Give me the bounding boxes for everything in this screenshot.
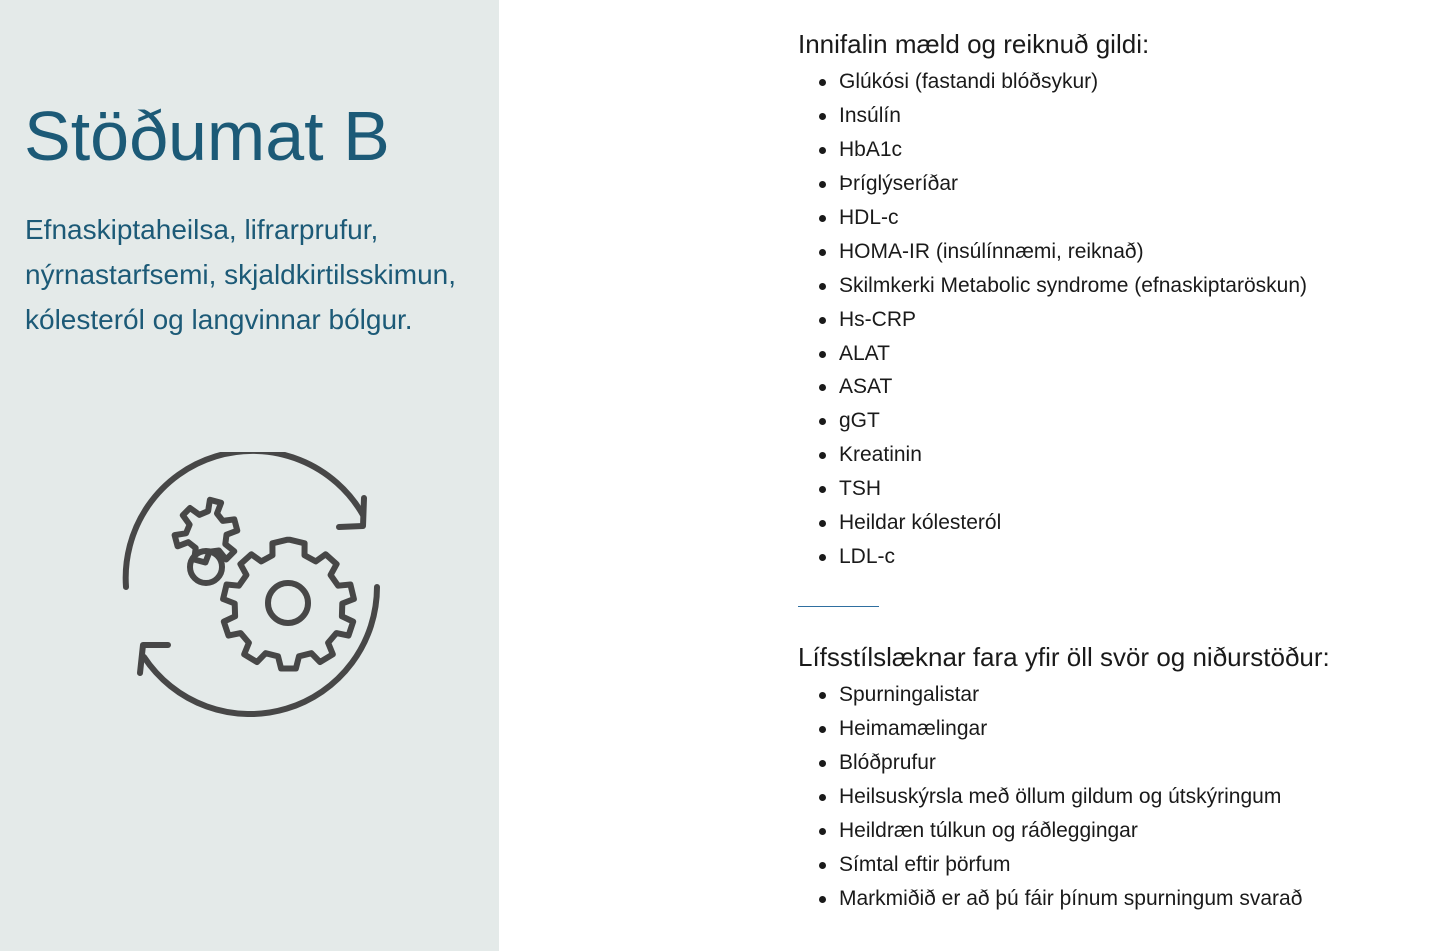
- bullet-icon: [819, 554, 826, 561]
- list-item: Skilmkerki Metabolic syndrome (efnaskiptaröskun): [798, 269, 1307, 303]
- list-item: ASAT: [798, 370, 1307, 404]
- review-heading: Lífsstílslæknar fara yfir öll svör og niðurstöður:: [798, 642, 1330, 672]
- bullet-icon: [819, 351, 826, 358]
- bullet-icon: [819, 249, 826, 256]
- bullet-icon: [819, 452, 826, 459]
- list-item: LDL-c: [798, 540, 1307, 574]
- bullet-icon: [819, 79, 826, 86]
- list-item: Heildræn túlkun og ráðleggingar: [798, 814, 1302, 848]
- list-item: ALAT: [798, 337, 1307, 371]
- bullet-icon: [819, 317, 826, 324]
- bullet-icon: [819, 113, 826, 120]
- list-item: Markmiðið er að þú fáir þínum spurningum svarað: [798, 882, 1302, 916]
- list-item: Heilsuskýrsla með öllum gildum og útskýringum: [798, 780, 1302, 814]
- bullet-icon: [819, 520, 826, 527]
- list-item: HDL-c: [798, 201, 1307, 235]
- bullet-icon: [819, 760, 826, 767]
- list-item: Þríglýseríðar: [798, 167, 1307, 201]
- gears-cycle-icon: [118, 452, 388, 722]
- bullet-icon: [819, 692, 826, 699]
- list-item: Heildar kólesteról: [798, 506, 1307, 540]
- bullet-icon: [819, 896, 826, 903]
- bullet-icon: [819, 794, 826, 801]
- list-item: Glúkósi (fastandi blóðsykur): [798, 65, 1307, 99]
- included-values-heading: Innifalin mæld og reiknuð gildi:: [798, 29, 1150, 59]
- bullet-icon: [819, 862, 826, 869]
- page-title: Stöðumat B: [24, 97, 390, 175]
- section-divider: [798, 606, 879, 607]
- bullet-icon: [819, 384, 826, 391]
- list-item: Heimamælingar: [798, 712, 1302, 746]
- list-item: Kreatinin: [798, 438, 1307, 472]
- bullet-icon: [819, 181, 826, 188]
- included-values-list: [798, 65, 1307, 574]
- list-item: Blóðprufur: [798, 746, 1302, 780]
- bullet-icon: [819, 147, 826, 154]
- list-item: Hs-CRP: [798, 303, 1307, 337]
- left-panel: [0, 0, 499, 951]
- list-item: Símtal eftir þörfum: [798, 848, 1302, 882]
- list-item: gGT: [798, 404, 1307, 438]
- page-subtitle: Efnaskiptaheilsa, lifrarprufur, nýrnastarfsemi, skjaldkirtilsskimun, kólesteról og langvinnar bólgur.: [25, 214, 456, 335]
- bullet-icon: [819, 283, 826, 290]
- list-item: HbA1c: [798, 133, 1307, 167]
- list-item: Insúlín: [798, 99, 1307, 133]
- bullet-icon: [819, 418, 826, 425]
- list-item: TSH: [798, 472, 1307, 506]
- review-list: [798, 678, 1302, 916]
- bullet-icon: [819, 828, 826, 835]
- right-panel: [798, 0, 1438, 951]
- bullet-icon: [819, 726, 826, 733]
- bullet-icon: [819, 486, 826, 493]
- list-item: HOMA-IR (insúlínnæmi, reiknað): [798, 235, 1307, 269]
- list-item: Spurningalistar: [798, 678, 1302, 712]
- bullet-icon: [819, 215, 826, 222]
